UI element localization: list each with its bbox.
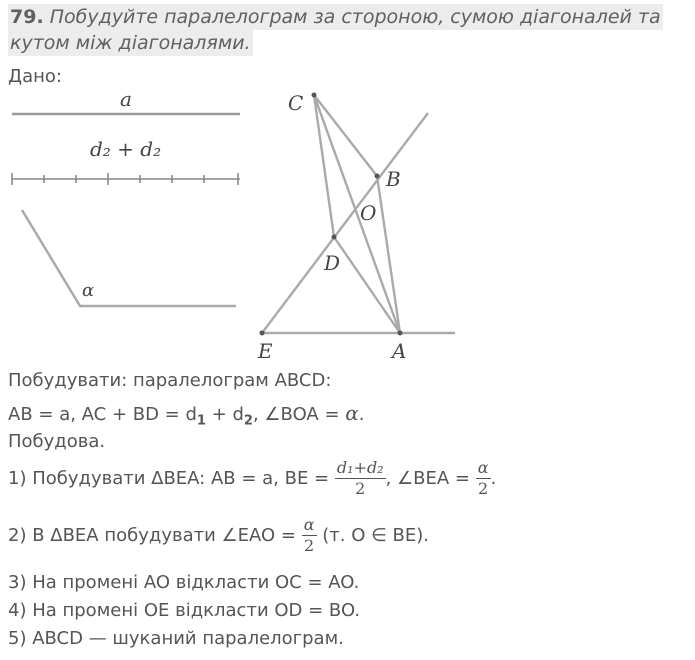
step-1-frac2-num: α [477,458,489,477]
task-condition-mid: + d [205,404,244,425]
problem-title-text-2: кутом між діагоналями. [10,32,251,54]
point-d-label: D [324,251,341,275]
problem-number: 79. [10,6,44,28]
given-label: Дано: [8,66,62,87]
step-2-fraction [302,515,317,556]
step-1 [8,458,496,499]
step-1-mid: , ∠BEA = [385,468,476,489]
line-ab [377,176,400,333]
problem-title-text-1: Побудуйте паралелограм за стороною, сумою діагоналей та [49,6,661,28]
task-line-2 [8,401,365,429]
line-ad [334,237,400,333]
segment-a-label: a [120,87,132,111]
line-ac [314,95,400,333]
step-2-frac-den: 2 [302,535,317,556]
segment-d-label: d₂ + d₂ [90,137,162,161]
step-1-frac-num: d₁+d₂ [336,458,384,477]
step-2 [8,515,429,556]
task-sub-2: 2 [243,413,253,429]
point-e-label: E [258,339,273,363]
step-1-fraction-angle [476,458,491,499]
problem-title-line-1 [8,4,663,30]
step-1-fraction-be [335,458,386,499]
point-a-label: A [392,339,407,363]
step-2-prefix: 2) В ΔBEA побудувати ∠EAO = [8,525,302,546]
point-o-label: O [360,201,377,225]
step-1-prefix: 1) Побудувати ΔBEA: AB = a, BE = [8,468,335,489]
step-2-suffix: (т. O ∈ BE). [316,525,429,546]
step-5: 5) ABCD — шуканий паралелограм. [8,628,344,649]
step-4: 4) На промені OE відкласти OD = BO. [8,600,361,621]
task-condition-suffix: , ∠BOA = [252,404,346,425]
task-alpha: α [345,401,359,425]
step-1-frac2-den: 2 [476,478,491,499]
point-c-label: C [288,91,304,115]
task-condition-end: . [358,404,365,425]
task-condition-prefix: AB = a, AC + BD = d [8,404,197,425]
segment-d-sum [12,173,240,185]
task-sub-1: 1 [196,413,206,429]
step-2-frac-num: α [303,515,315,534]
step-3: 3) На промені AO відкласти OC = AO. [8,572,360,593]
construction-heading: Побудова. [8,431,106,452]
problem-title [8,4,690,62]
line-eb [262,113,428,333]
step-1-frac-den: 2 [335,478,386,499]
task-line-1: Побудувати: паралелограм ABCD: [8,370,332,391]
construction-figure [250,80,465,370]
angle-alpha-label: α [82,280,95,301]
problem-title-line-2 [8,30,253,56]
given-figures [0,80,250,320]
step-1-end: . [490,468,497,489]
angle-alpha [22,210,236,306]
point-b-label: B [386,167,401,191]
